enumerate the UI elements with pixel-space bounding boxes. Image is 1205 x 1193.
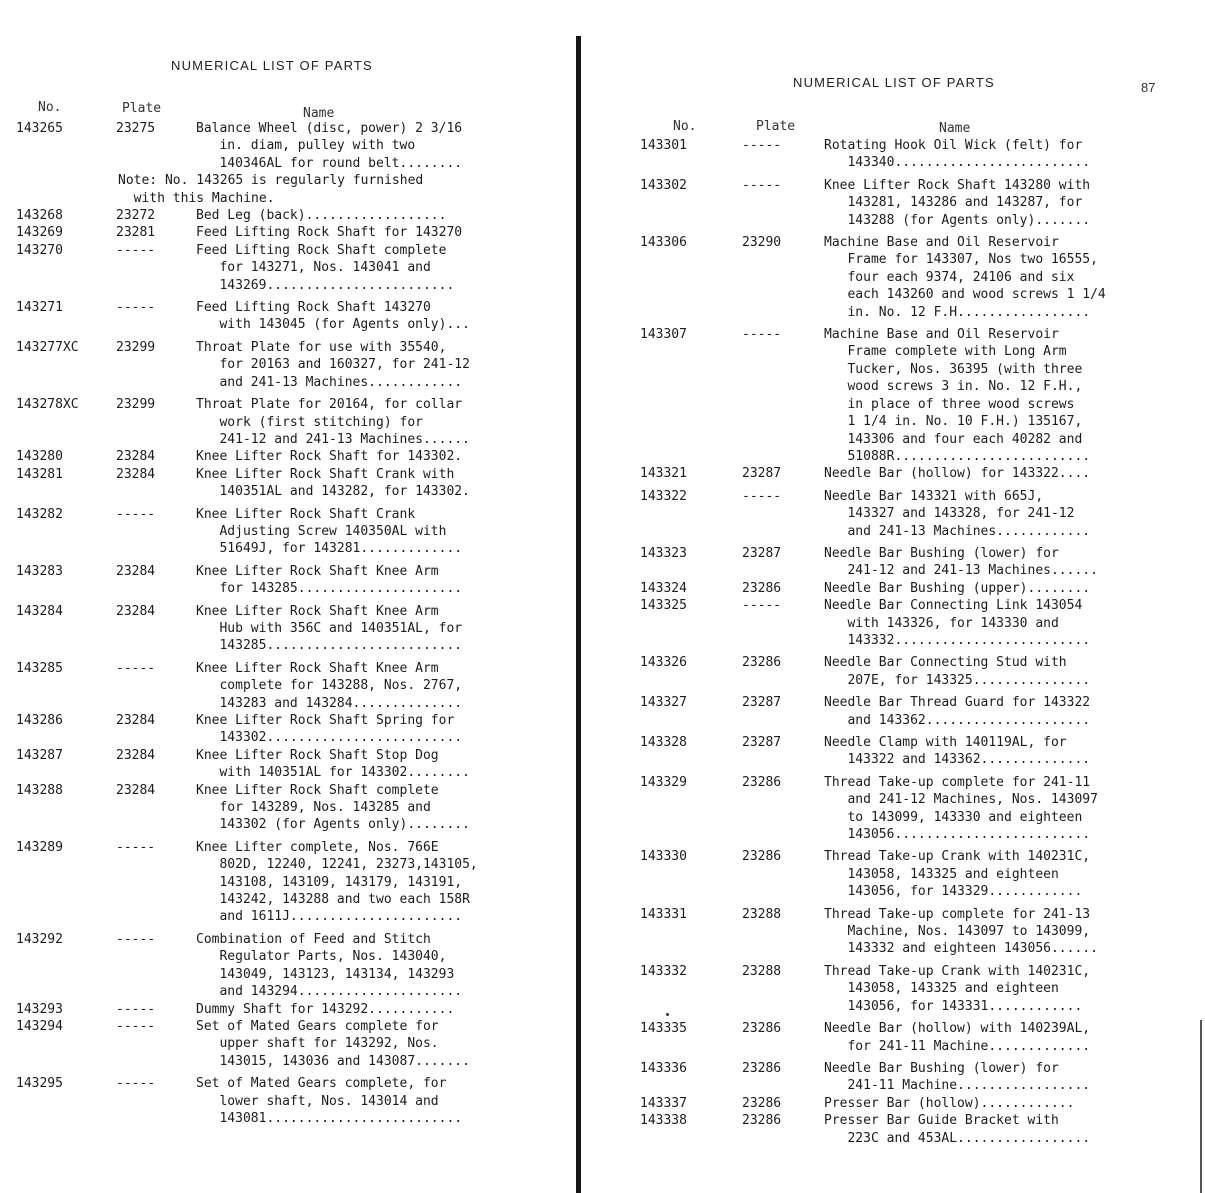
part-name: Set of Mated Gears complete for upper shaft for 143292, Nos. 143015, 143036 and 143087....... — [196, 1018, 470, 1069]
plate-number: 23286 — [742, 580, 782, 596]
right-header-no: No. — [673, 119, 697, 134]
right-page-title: NUMERICAL LIST OF PARTS — [793, 75, 995, 90]
part-number: 143281 — [16, 466, 63, 482]
part-number: 143278XC — [16, 397, 79, 413]
left-header-no: No. — [38, 100, 62, 115]
part-name: Presser Bar (hollow)............ — [824, 1095, 1075, 1111]
table-row — [584, 1060, 1205, 1095]
note-row — [0, 172, 576, 207]
note-text: Note: No. 143265 is regularly furnished with this Machine. — [118, 173, 424, 206]
part-number: 143283 — [16, 563, 63, 579]
part-number: 143265 — [16, 121, 63, 136]
right-parts-list — [584, 137, 1205, 1147]
plate-number: 23290 — [742, 235, 782, 251]
part-number: 143280 — [16, 449, 63, 465]
part-name: Feed Lifting Rock Shaft 143270 with 143045 (for Agents only)... — [196, 300, 470, 333]
right-header-name: Name — [939, 121, 971, 136]
part-number: 143329 — [640, 774, 687, 790]
table-row — [584, 326, 1205, 465]
part-name: Machine Base and Oil Reservoir Frame complete with Long Arm Tucker, Nos. 36395 (with three wood screws 3 in. No. 12 F.H., in place of three wood screws 1 1/4 in. No. 10 F.H.) 135167, 143306 and four each 40282 and 51088R......................... — [824, 327, 1091, 464]
part-name: Knee Lifter Rock Shaft 143280 with 143281, 143286 and 143287, for 143288 (for Agents only)....... — [824, 177, 1091, 228]
table-row — [584, 177, 1205, 229]
page-divider — [576, 36, 581, 1193]
plate-number: 23288 — [742, 906, 782, 922]
plate-number: ----- — [742, 138, 782, 153]
plate-number: ----- — [116, 660, 156, 676]
part-name: Bed Leg (back).................. — [196, 208, 447, 224]
table-row — [584, 906, 1205, 958]
part-name: Knee Lifter Rock Shaft Stop Dog with 140351AL for 143302........ — [196, 747, 470, 781]
table-row — [584, 1112, 1205, 1147]
table-row — [0, 931, 576, 1001]
part-name: Needle Bar Connecting Stud with 207E, for 143325............... — [824, 655, 1091, 688]
part-name: Dummy Shaft for 143292........... — [196, 1001, 455, 1017]
table-row — [584, 774, 1205, 844]
table-row — [0, 563, 576, 598]
part-number: 143338 — [640, 1113, 687, 1129]
part-number: 143323 — [640, 545, 687, 561]
table-row — [0, 448, 576, 465]
part-number: 143288 — [16, 782, 63, 798]
plate-number: 23288 — [742, 963, 782, 979]
part-name: Knee Lifter Rock Shaft Knee Arm for 143285..................... — [196, 563, 463, 597]
right-header-plate: Plate — [756, 119, 796, 134]
plate-number: ----- — [116, 300, 156, 316]
plate-number: ----- — [116, 506, 156, 522]
part-name: Needle Bar Connecting Link 143054 with 143326, for 143330 and 143332......................... — [824, 598, 1091, 648]
part-number: 143336 — [640, 1060, 687, 1076]
part-name: Knee Lifter Rock Shaft Knee Arm Hub with 356C and 140351AL, for 143285......................... — [196, 603, 463, 654]
page-number: 87 — [1141, 80, 1156, 95]
table-row — [584, 580, 1205, 597]
table-row — [0, 1075, 576, 1127]
table-row — [584, 545, 1205, 580]
part-number: 143301 — [640, 138, 687, 153]
part-number: 143285 — [16, 660, 63, 676]
part-number: 143331 — [640, 906, 687, 922]
part-name: Needle Bar Thread Guard for 143322 and 143362..................... — [824, 695, 1091, 728]
part-number: 143325 — [640, 598, 687, 614]
plate-number: 23286 — [742, 655, 782, 671]
plate-number: 23272 — [116, 208, 156, 224]
plate-number: ----- — [116, 839, 156, 855]
plate-number: ----- — [742, 327, 782, 343]
part-name: Thread Take-up complete for 241-11 and 241-12 Machines, Nos. 143097 to 143099, 143330 and eighteen 143056......................... — [824, 774, 1098, 843]
plate-number: 23287 — [742, 466, 782, 482]
part-name: Knee Lifter Rock Shaft for 143302. — [196, 449, 463, 465]
plate-number: ----- — [116, 1001, 156, 1017]
plate-number: 23287 — [742, 545, 782, 561]
table-row — [584, 734, 1205, 769]
plate-number: 23287 — [742, 695, 782, 711]
part-number: 143295 — [16, 1076, 63, 1092]
table-row — [0, 660, 576, 712]
table-row — [0, 747, 576, 782]
plate-number: 23284 — [116, 449, 156, 465]
part-name: Feed Lifting Rock Shaft for 143270 — [196, 225, 463, 241]
table-row — [0, 1018, 576, 1070]
table-row — [0, 299, 576, 334]
part-number: 143286 — [16, 713, 63, 728]
left-page-title: NUMERICAL LIST OF PARTS — [171, 58, 373, 73]
plate-number: 23286 — [742, 849, 782, 865]
part-name: Knee Lifter Rock Shaft Crank Adjusting Screw 140350AL with 51649J, for 143281............. — [196, 506, 463, 557]
table-row — [584, 137, 1205, 172]
part-number: 143293 — [16, 1001, 63, 1017]
part-number: 143326 — [640, 655, 687, 671]
plate-number: 23287 — [742, 735, 782, 750]
part-name: Knee Lifter complete, Nos. 766E 802D, 12240, 12241, 23273,143105, 143108, 143109, 143179, 143191, 143242, 143288 and two each 158R and 1611J...................... — [196, 839, 478, 925]
part-number: 143268 — [16, 208, 63, 224]
plate-number: ----- — [116, 1076, 156, 1092]
table-row — [0, 242, 576, 294]
page-edge-line — [1200, 1020, 1202, 1193]
part-name: Needle Bar Bushing (lower) for 241-12 and 241-13 Machines...... — [824, 545, 1098, 579]
part-number: 143324 — [640, 580, 687, 596]
plate-number: 23284 — [116, 603, 156, 619]
plate-number: 23299 — [116, 339, 156, 355]
plate-number: 23286 — [742, 1113, 782, 1129]
right-page — [584, 0, 1205, 1193]
table-row — [0, 224, 576, 241]
table-row — [0, 712, 576, 747]
part-number: 143328 — [640, 735, 687, 750]
part-number: 143322 — [640, 488, 687, 504]
table-row — [584, 1020, 1205, 1055]
plate-number: 23286 — [742, 1095, 782, 1111]
ink-speck — [666, 1013, 669, 1016]
part-name: Needle Bar (hollow) with 140239AL, for 241-11 Machine............. — [824, 1021, 1091, 1054]
part-number: 143289 — [16, 839, 63, 855]
part-name: Set of Mated Gears complete, for lower shaft, Nos. 143014 and 143081......................... — [196, 1076, 463, 1126]
part-name: Knee Lifter Rock Shaft Spring for 143302......................... — [196, 713, 463, 746]
table-row — [584, 1095, 1205, 1112]
plate-number: 23284 — [116, 747, 156, 763]
part-name: Machine Base and Oil Reservoir Frame for 143307, Nos two 16555, four each 9374, 24106 and six each 143260 and wood screws 1 1/4 in. No. 12 F.H................. — [824, 235, 1106, 320]
part-name: Balance Wheel (disc, power) 2 3/16 in. diam, pulley with two 140346AL for round belt........ — [196, 121, 463, 171]
part-number: 143269 — [16, 225, 63, 241]
part-number: 143307 — [640, 327, 687, 343]
part-name: Rotating Hook Oil Wick (felt) for 143340......................... — [824, 138, 1091, 171]
part-name: Needle Bar 143321 with 665J, 143327 and 143328, for 241-12 and 241-13 Machines............ — [824, 488, 1091, 539]
part-number: 143271 — [16, 300, 63, 316]
table-row — [584, 465, 1205, 482]
part-number: 143270 — [16, 242, 63, 258]
part-name: Thread Take-up complete for 241-13 Machine, Nos. 143097 to 143099, 143332 and eighteen 143056...... — [824, 906, 1098, 957]
part-name: Thread Take-up Crank with 140231C, 143058, 143325 and eighteen 143056, for 143331............ — [824, 963, 1091, 1014]
plate-number: 23286 — [742, 774, 782, 790]
plate-number: 23286 — [742, 1021, 782, 1037]
part-number: 143282 — [16, 506, 63, 522]
table-row — [0, 396, 576, 448]
left-page — [0, 0, 576, 1193]
part-name: Needle Bar Bushing (upper)........ — [824, 580, 1091, 596]
table-row — [584, 488, 1205, 540]
part-name: Combination of Feed and Stitch Regulator Parts, Nos. 143040, 143049, 143123, 143134, 143293 and 143294..................... — [196, 931, 463, 1000]
left-header-name: Name — [303, 106, 335, 121]
table-row — [584, 848, 1205, 900]
plate-number: ----- — [742, 177, 782, 193]
part-name: Throat Plate for 20164, for collar work (first stitching) for 241-12 and 241-13 Machines...... — [196, 397, 470, 447]
table-row — [0, 1001, 576, 1018]
part-number: 143335 — [640, 1021, 687, 1037]
part-number: 143284 — [16, 603, 63, 619]
table-row — [584, 597, 1205, 649]
table-row — [584, 654, 1205, 689]
plate-number: 23275 — [116, 121, 156, 136]
part-name: Knee Lifter Rock Shaft Knee Arm complete for 143288, Nos. 2767, 143283 and 143284.............. — [196, 660, 463, 711]
plate-number: ----- — [116, 242, 156, 258]
part-name: Feed Lifting Rock Shaft complete for 143271, Nos. 143041 and 143269........................ — [196, 242, 455, 293]
part-number: 143292 — [16, 931, 63, 947]
plate-number: 23284 — [116, 782, 156, 798]
table-row — [584, 694, 1205, 729]
left-parts-list — [0, 120, 576, 1127]
part-name: Needle Clamp with 140119AL, for 143322 and 143362.............. — [824, 735, 1091, 768]
plate-number: ----- — [742, 488, 782, 504]
part-number: 143277XC — [16, 339, 79, 355]
table-row — [584, 963, 1205, 1015]
table-row — [0, 603, 576, 655]
part-number: 143294 — [16, 1018, 63, 1034]
part-name: Throat Plate for use with 35540, for 20163 and 160327, for 241-12 and 241-13 Machines............ — [196, 339, 470, 390]
part-name: Knee Lifter Rock Shaft Crank with 140351AL and 143282, for 143302. — [196, 466, 470, 500]
table-row — [0, 339, 576, 391]
part-name: Presser Bar Guide Bracket with 223C and 453AL................. — [824, 1113, 1091, 1146]
part-number: 143330 — [640, 849, 687, 865]
plate-number: 23281 — [116, 225, 156, 241]
table-row — [0, 466, 576, 501]
plate-number: ----- — [742, 598, 782, 614]
part-number: 143306 — [640, 235, 687, 251]
part-number: 143302 — [640, 177, 687, 193]
table-row — [0, 839, 576, 926]
left-header-plate: Plate — [122, 101, 162, 116]
part-number: 143287 — [16, 747, 63, 763]
part-number: 143321 — [640, 466, 687, 482]
plate-number: ----- — [116, 1018, 156, 1034]
plate-number: 23284 — [116, 563, 156, 579]
plate-number: 23299 — [116, 397, 156, 413]
part-name: Thread Take-up Crank with 140231C, 143058, 143325 and eighteen 143056, for 143329............ — [824, 849, 1091, 900]
plate-number: 23286 — [742, 1060, 782, 1076]
part-number: 143337 — [640, 1095, 687, 1111]
plate-number: ----- — [116, 931, 156, 947]
table-row — [584, 234, 1205, 321]
table-row — [0, 120, 576, 172]
plate-number: 23284 — [116, 713, 156, 728]
table-row — [0, 506, 576, 558]
plate-number: 23284 — [116, 466, 156, 482]
part-number: 143332 — [640, 963, 687, 979]
part-name: Needle Bar (hollow) for 143322.... — [824, 466, 1091, 482]
part-number: 143327 — [640, 695, 687, 711]
table-row — [0, 782, 576, 834]
part-name: Needle Bar Bushing (lower) for 241-11 Machine................. — [824, 1060, 1091, 1094]
part-name: Knee Lifter Rock Shaft complete for 143289, Nos. 143285 and 143302 (for Agents only)........ — [196, 782, 470, 833]
table-row — [0, 207, 576, 224]
